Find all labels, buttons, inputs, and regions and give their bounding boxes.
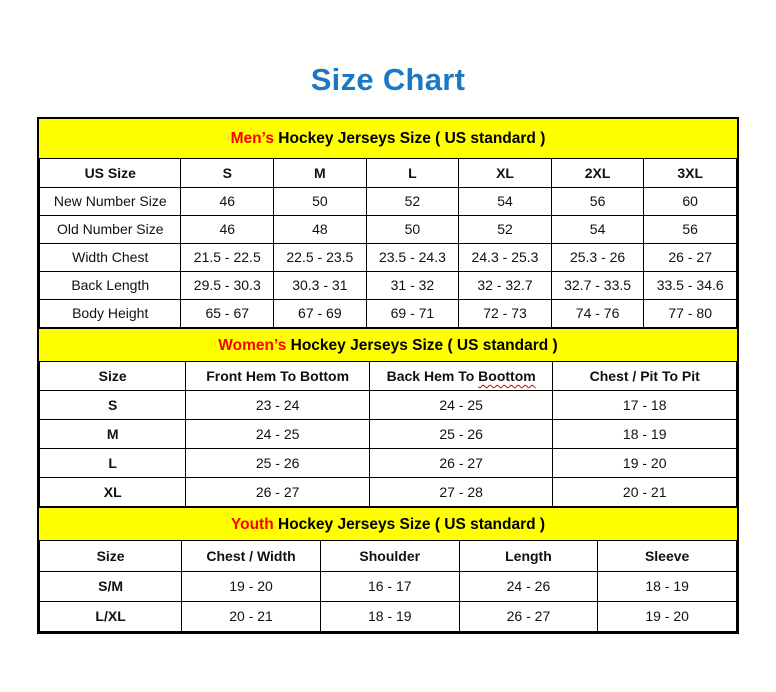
cell-value: 74 - 76 (551, 299, 644, 327)
cell-value: 24 - 26 (459, 571, 598, 601)
youth-header-row (40, 541, 737, 571)
youth-banner-text: Hockey Jerseys Size ( US standard ) (273, 516, 546, 533)
mens-header-row (40, 159, 737, 187)
row-label: XL (40, 478, 186, 507)
table-row-women-s (40, 391, 737, 420)
column-header-m: M (274, 159, 367, 187)
cell-value: 52 (366, 187, 459, 215)
cell-value: 23.5 - 24.3 (366, 243, 459, 271)
cell-value: 26 - 27 (369, 449, 553, 478)
cell-value: 56 (551, 187, 644, 215)
mens-size-table (39, 159, 737, 328)
table-row-body-height (40, 299, 737, 327)
cell-value: 23 - 24 (186, 391, 370, 420)
cell-value: 24 - 25 (186, 420, 370, 449)
cell-value: 18 - 19 (598, 571, 737, 601)
cell-value: 31 - 32 (366, 271, 459, 299)
womens-size-table (39, 362, 737, 508)
cell-value: 24 - 25 (369, 391, 553, 420)
row-label: S/M (40, 571, 182, 601)
cell-value: 54 (459, 187, 552, 215)
table-row-women-m (40, 420, 737, 449)
mens-banner-text: Hockey Jerseys Size ( US standard ) (273, 130, 546, 147)
cell-value: 19 - 20 (182, 571, 321, 601)
cell-value: 33.5 - 34.6 (644, 271, 737, 299)
womens-section-banner (39, 328, 737, 362)
row-label: L/XL (40, 601, 182, 631)
cell-value: 16 - 17 (320, 571, 459, 601)
womens-header-row (40, 362, 737, 391)
cell-value: 19 - 20 (598, 601, 737, 631)
cell-value: 27 - 28 (369, 478, 553, 507)
cell-value: 24.3 - 25.3 (459, 243, 552, 271)
column-header-chest-pit: Chest / Pit To Pit (553, 362, 737, 391)
column-header-xl: XL (459, 159, 552, 187)
cell-value: 20 - 21 (182, 601, 321, 631)
column-header-us-size: US Size (40, 159, 181, 187)
column-header-s: S (181, 159, 274, 187)
youth-section-banner (39, 507, 737, 541)
cell-value: 65 - 67 (181, 299, 274, 327)
table-row-women-xl (40, 478, 737, 507)
cell-value: 67 - 69 (274, 299, 367, 327)
womens-banner-highlight: Women’s (218, 336, 287, 354)
table-row-old-number-size (40, 215, 737, 243)
row-label: Back Length (40, 271, 181, 299)
column-header-chest-width: Chest / Width (182, 541, 321, 571)
youth-banner-highlight: Youth (230, 516, 274, 533)
table-row-back-length (40, 271, 737, 299)
cell-value: 26 - 27 (186, 478, 370, 507)
column-header-sleeve: Sleeve (598, 541, 737, 571)
column-header-size: Size (40, 541, 182, 571)
cell-value: 69 - 71 (366, 299, 459, 327)
cell-value: 25 - 26 (369, 420, 553, 449)
cell-value: 22.5 - 23.5 (274, 243, 367, 271)
cell-value: 60 (644, 187, 737, 215)
cell-value: 50 (274, 187, 367, 215)
row-label: Old Number Size (40, 215, 181, 243)
table-row-width-chest (40, 243, 737, 271)
cell-value: 25 - 26 (186, 449, 370, 478)
cell-value: 48 (274, 215, 367, 243)
cell-value: 54 (551, 215, 644, 243)
page-title: Size Chart (310, 62, 466, 97)
womens-banner-text: Hockey Jerseys Size ( US standard ) (286, 336, 558, 354)
cell-value: 26 - 27 (459, 601, 598, 631)
cell-value: 18 - 19 (553, 420, 737, 449)
column-header-2xl: 2XL (551, 159, 644, 187)
table-row-youth-sm (40, 571, 737, 601)
table-row-new-number-size (40, 187, 737, 215)
cell-value: 46 (181, 215, 274, 243)
cell-value: 32.7 - 33.5 (551, 271, 644, 299)
row-label: S (40, 391, 186, 420)
row-label: Width Chest (40, 243, 181, 271)
cell-value: 46 (181, 187, 274, 215)
cell-value: 29.5 - 30.3 (181, 271, 274, 299)
cell-value: 19 - 20 (553, 449, 737, 478)
size-chart (37, 117, 739, 634)
back-hem-prefix: Back Hem To (386, 367, 479, 384)
cell-value: 56 (644, 215, 737, 243)
cell-value: 17 - 18 (553, 391, 737, 420)
cell-value: 26 - 27 (644, 243, 737, 271)
column-header-back-hem (369, 362, 553, 391)
mens-banner-highlight: Men’s (230, 130, 274, 147)
cell-value: 32 - 32.7 (459, 271, 552, 299)
row-label: M (40, 420, 186, 449)
column-header-shoulder: Shoulder (320, 541, 459, 571)
table-row-youth-lxl (40, 601, 737, 631)
column-header-size: Size (40, 362, 186, 391)
youth-size-table (39, 541, 737, 632)
column-header-front-hem: Front Hem To Bottom (186, 362, 370, 391)
cell-value: 72 - 73 (459, 299, 552, 327)
cell-value: 77 - 80 (644, 299, 737, 327)
row-label: New Number Size (40, 187, 181, 215)
row-label: L (40, 449, 186, 478)
table-row-women-l (40, 449, 737, 478)
cell-value: 25.3 - 26 (551, 243, 644, 271)
cell-value: 20 - 21 (553, 478, 737, 507)
cell-value: 52 (459, 215, 552, 243)
cell-value: 21.5 - 22.5 (181, 243, 274, 271)
cell-value: 18 - 19 (320, 601, 459, 631)
row-label: Body Height (40, 299, 181, 327)
mens-section-banner (39, 119, 737, 159)
column-header-length: Length (459, 541, 598, 571)
cell-value: 30.3 - 31 (274, 271, 367, 299)
back-hem-misspelled-word: Boottom (478, 367, 536, 384)
column-header-l: L (366, 159, 459, 187)
column-header-3xl: 3XL (644, 159, 737, 187)
cell-value: 50 (366, 215, 459, 243)
